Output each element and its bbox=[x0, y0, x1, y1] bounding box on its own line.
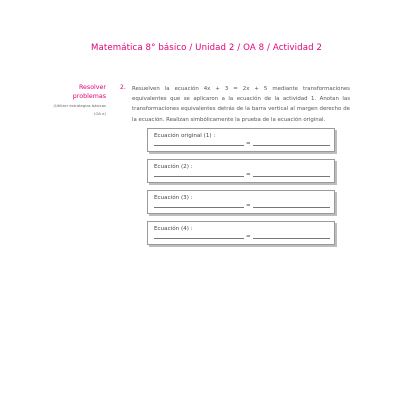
answer-line-right[interactable] bbox=[253, 238, 330, 239]
activity-instructions: Resuelven la ecuación 4x + 3 = 2x + 5 mediante transformaciones equivalentes que se aplicaron a la ecuación de la actividad 1. Anotan las transformaciones equivalentes detrás de la barra vertical al margen derecho de la ecuación. Realizan simbólicamente la prueba de la ecuación original. bbox=[132, 86, 350, 123]
equation-label: Ecuación original (1) : bbox=[154, 133, 216, 139]
answer-line-right[interactable] bbox=[253, 176, 330, 177]
sidebar-heading bbox=[44, 83, 106, 116]
answer-line-left[interactable] bbox=[154, 238, 244, 239]
equals-sign: = bbox=[246, 172, 251, 178]
equation-box-1 bbox=[147, 128, 335, 152]
equation-box-4 bbox=[147, 221, 335, 245]
equals-sign: = bbox=[246, 203, 251, 209]
answer-line-left[interactable] bbox=[154, 176, 244, 177]
equation-label: Ecuación (4) : bbox=[154, 226, 193, 232]
equals-sign: = bbox=[246, 234, 251, 240]
activity-number: 2. bbox=[120, 84, 126, 91]
answer-line-left[interactable] bbox=[154, 145, 244, 146]
answer-line-left[interactable] bbox=[154, 207, 244, 208]
answer-line-right[interactable] bbox=[253, 145, 330, 146]
sidebar-title-line1: Resolver bbox=[78, 84, 106, 91]
sidebar-title-line2: problemas bbox=[72, 93, 106, 100]
equation-label: Ecuación (3) : bbox=[154, 195, 193, 201]
page-title: Matemática 8° básico / Unidad 2 / OA 8 / Actividad 2 bbox=[91, 43, 323, 53]
equation-box-3 bbox=[147, 190, 335, 214]
equation-box-2 bbox=[147, 159, 335, 183]
equation-label: Ecuación (2) : bbox=[154, 164, 193, 170]
sidebar-subtitle-line2: (OA e) bbox=[93, 110, 106, 116]
equals-sign: = bbox=[246, 141, 251, 147]
answer-line-right[interactable] bbox=[253, 207, 330, 208]
sidebar-subtitle-line1: (Utilizar estrategias básicas bbox=[53, 103, 106, 108]
